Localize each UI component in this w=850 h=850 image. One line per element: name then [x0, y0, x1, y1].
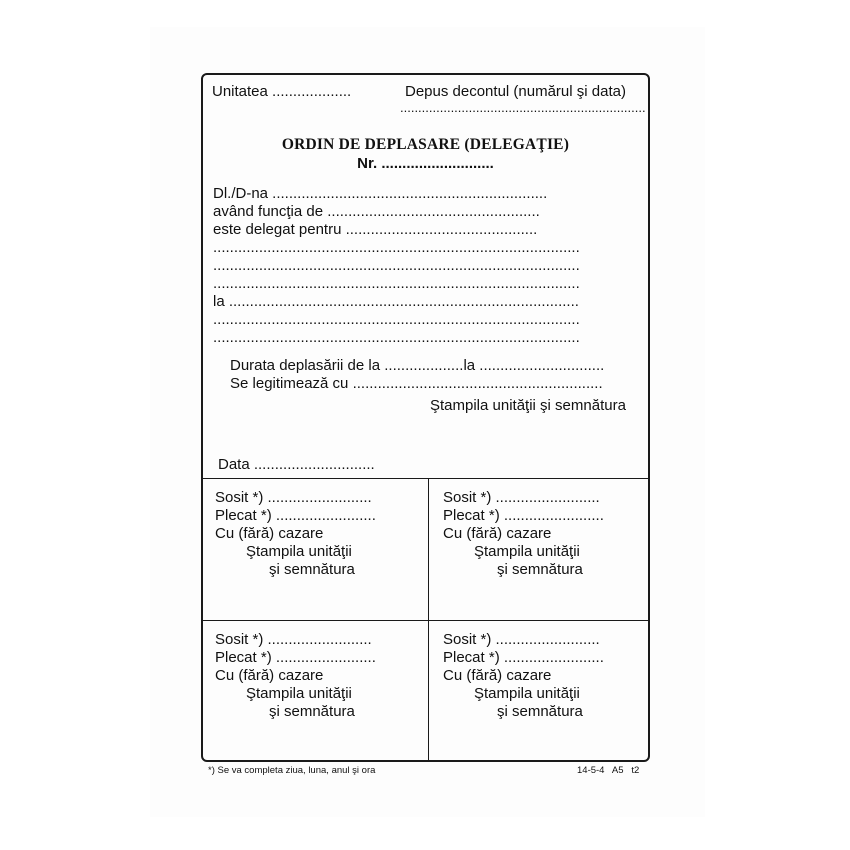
left-field: Plecat *) ........................ — [215, 649, 376, 666]
divider-middle — [203, 620, 648, 621]
deposit-dots: .................................................................... — [400, 100, 646, 115]
signature-label: şi semnătura — [497, 561, 583, 578]
travel-order-form — [201, 73, 650, 762]
signature-label: şi semnătura — [497, 703, 583, 720]
stamp-label: Ştampila unităţii — [474, 543, 580, 560]
lodging-label: Cu (fără) cazare — [443, 667, 552, 684]
arrived-field: Sosit *) ......................... — [443, 631, 600, 648]
blank-line-1: ........................................................................................ — [213, 239, 580, 256]
arrived-field: Sosit *) ......................... — [443, 489, 600, 506]
form-title: ORDIN DE DEPLASARE (DELEGAŢIE) — [281, 136, 570, 153]
stamp-label: Ştampila unităţii — [474, 685, 580, 702]
divider-vertical — [428, 478, 429, 760]
stamp-label: Ştampila unităţii — [246, 685, 352, 702]
arrived-field: Sosit *) ......................... — [215, 489, 372, 506]
divider-top — [203, 478, 648, 479]
lodging-label: Cu (fără) cazare — [215, 667, 324, 684]
blank-line-4: ........................................................................................ — [213, 311, 580, 328]
stamp-signature-label: Ştampila unităţii şi semnătura — [430, 397, 626, 414]
blank-line-5: ........................................................................................ — [213, 329, 580, 346]
destination-field: la .................................................................................... — [213, 293, 579, 310]
unit-field: Unitatea ................... — [212, 83, 352, 100]
stamp-label: Ştampila unităţii — [246, 543, 352, 560]
date-field: Data ............................. — [218, 456, 375, 473]
signature-label: şi semnătura — [269, 703, 355, 720]
duration-field: Durata deplasării de la ...................la .............................. — [230, 357, 605, 374]
blank-line-3: ........................................................................................ — [213, 275, 580, 292]
delegated-field: este delegat pentru .............................................. — [213, 221, 538, 238]
left-field: Plecat *) ........................ — [443, 649, 604, 666]
arrived-field: Sosit *) ......................... — [215, 631, 372, 648]
footnote: *) Se va completa ziua, luna, anul şi ora — [208, 765, 376, 776]
left-field: Plecat *) ........................ — [443, 507, 604, 524]
form-code: 14-5-4 A5 t2 — [577, 765, 640, 776]
person-field: Dl./D-na .................................................................. — [213, 185, 548, 202]
function-field: având funcţia de ................................................... — [213, 203, 540, 220]
blank-line-2: ........................................................................................ — [213, 257, 580, 274]
form-number: Nr. ........................... — [357, 155, 494, 172]
left-field: Plecat *) ........................ — [215, 507, 376, 524]
lodging-label: Cu (fără) cazare — [443, 525, 552, 542]
deposit-label: Depus decontul (numărul şi data) — [405, 83, 626, 100]
lodging-label: Cu (fără) cazare — [215, 525, 324, 542]
id-field: Se legitimează cu ............................................................ — [230, 375, 603, 392]
signature-label: şi semnătura — [269, 561, 355, 578]
